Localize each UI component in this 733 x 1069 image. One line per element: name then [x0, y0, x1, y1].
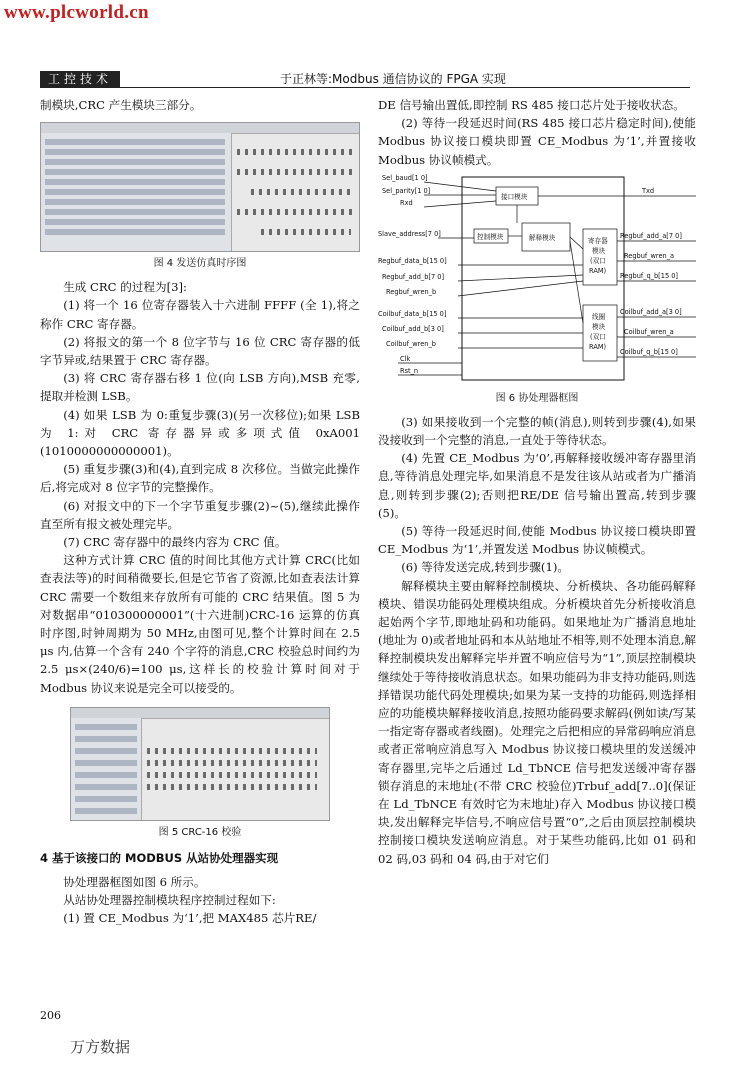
page-number: 206 [40, 1009, 61, 1022]
paragraph: 这种方式计算 CRC 值的时间比其他方式计算 CRC(比如查表法等)的时间稍微要长,但是它节省了资源,比如查表法计算 CRC 需要一个数组来存放所有可能的 CRC 结果值。图 5 为对数据串“010300000001”(十六进制)CRC-16 运算的仿真时序图,时钟周期为 50 MHz,由图可见,整个计算时间在 2.5 μs 内,估算一个含有 240 个字符的消息,CRC 校验总时间约为 2.5 μs×(240/6)=100 μs,这样长的校验计算时间对于 Modbus 协议来说是完全可以接受的。 [40, 553, 360, 695]
fig6-input-label: Coilbuf_data_b[15 0] [378, 309, 447, 318]
paragraph: DE 信号输出置低,即控制 RS 485 接口芯片处于接收状态。 [378, 98, 685, 112]
crc-step: (5) 重复步骤(3)和(4),直到完成 8 次移位。当做完此操作后,将完成对 8 位字节的完整操作。 [40, 462, 360, 495]
fig6-input-label: Regbuf_wren_b [386, 287, 437, 296]
figure-6-caption: 图 6 协处理器框图 [495, 392, 579, 404]
fig6-output-label: Coilbuf_wren_a [624, 327, 674, 336]
paragraph: 解释模块主要由解释控制模块、分析模块、各功能码解释模块、错误功能码处理模块组成。分析模块首先分析接收消息起始两个字节,即地址码和功能码。如果地址为广播消息地址(地址为 0)或者地址码和本从站地址不相等,则不处理本消息,解释控制模块发出解释完毕并置不响应信号为“1”,顶层控制模块继续处于等待接收消息状态。如果功能码为非支持功能码,则选择错误功能代码处理模块;如果为某一支持的功能码,则选择相应的功能模块解释接收消息,按照功能码要求解码(例如读/写某一指定寄存器或者线圈)。处理完之后把相应的异常码响应消息或者正常响应消息写入 Modbus 协议接口模块里的发送缓冲寄存器里,完毕之后通过 Ld_TbNCE 信号把发送缓冲寄存器锁存消息的末地址(不带 CRC 校验位)Trbuf_add[7..0](保证在 Ld_TbNCE 有效时它为末地址)存入 Modbus 协议接口模块,发出解释完毕信号,不响应信号置“0”,之后由顶层控制模块控制接口模块发送响应消息。对于某些功能码,比如 01 码和 02 码,03 码和 04 码,由于对它们 [378, 578, 696, 866]
fig6-block-coils: RAM) [589, 342, 607, 351]
paragraph: 生成 CRC 的过程为[3]: [63, 280, 187, 295]
page-header [40, 71, 690, 88]
fig6-block-parse: 解释模块 [529, 233, 556, 242]
fig6-output-label: Regbuf_wren_a [624, 251, 675, 260]
paragraph: (2) 等待一段延迟时间(RS 485 接口芯片稳定时间),使能 Modbus 协议接口模块即置 CE_Modbus 为‘1’,并置接收 Modbus 协议帧模式。 [378, 116, 696, 167]
fig6-block-coils: 线圈 [592, 312, 606, 321]
fig6-block-interface: 接口模块 [501, 192, 528, 201]
control-step: (5) 等待一段延迟时间,使能 Modbus 协议接口模块即置 CE_Modbus 为‘1’,并置发送 Modbus 协议帧模式。 [378, 524, 696, 557]
fig6-input-label: Coilbuf_wren_b [386, 339, 436, 348]
fig6-output-label: Regbuf_q_b[15 0] [620, 271, 679, 280]
fig6-input-label: Rst_n [400, 366, 419, 375]
figure-5-crc16 [70, 707, 330, 821]
watermark: www.plcworld.cn [4, 2, 149, 23]
fig6-output-label: Coilbuf_add_a[3 0] [620, 307, 682, 316]
fig6-input-label: Coilbuf_add_b[3 0] [382, 324, 444, 333]
figure-4-simulation [40, 122, 360, 252]
fig6-block-regs: (双口 [590, 256, 606, 265]
figure-4-caption: 图 4 发送仿真时序图 [153, 258, 247, 270]
figure-5-caption: 图 5 CRC-16 校验 [158, 826, 242, 838]
right-column [378, 96, 696, 868]
fig6-block-control: 控制模块 [477, 232, 504, 241]
fig6-block-regs: 模块 [592, 246, 606, 255]
crc-step: (2) 将报文的第一个 8 位字节与 16 位 CRC 寄存器的低字节异或,结果置于 CRC 寄存器。 [40, 334, 360, 368]
fig6-block-regs: 寄存器 [588, 236, 608, 245]
control-step: (3) 如果接收到一个完整的帧(消息),则转到步骤(4),如果没接收到一个完整的消息,一直处于等待状态。 [378, 414, 696, 448]
fig6-block-coils: (双口 [590, 332, 606, 341]
fig6-input-label: Sel_parity[1 0] [382, 186, 431, 195]
left-column [40, 96, 360, 928]
running-title: 于正林等:Modbus 通信协议的 FPGA 实现 [280, 72, 506, 86]
fig6-output-label: Txd [642, 186, 655, 195]
paragraph: 从站协处理器控制模块程序控制过程如下: [63, 893, 276, 908]
figure-6-block-diagram [378, 173, 696, 387]
crc-step: (3) 将 CRC 寄存器右移 1 位(向 LSB 方向),MSB 充零,提取并检测 LSB。 [40, 371, 360, 404]
fig6-output-label: Coilbuf_q_b[15 0] [620, 347, 678, 356]
crc-step: (7) CRC 寄存器中的最终内容为 CRC 值。 [63, 535, 287, 550]
section-tag: 工控技术 [40, 71, 120, 87]
control-step: (4) 先置 CE_Modbus 为‘0’,再解释接收缓冲寄存器里消息,等待消息处理完毕,如果消息不是发往该从站或者为广播消息,则转到步骤(2);否则把RE/DE 信号输出置高,转到步骤(5)。 [378, 451, 696, 520]
fig6-input-label: Sel_baud[1 0] [382, 173, 428, 182]
paragraph: (1) 置 CE_Modbus 为‘1’,把 MAX485 芯片RE/ [63, 911, 317, 926]
control-step: (6) 等待发送完成,转到步骤(1)。 [401, 560, 569, 575]
crc-step: (4) 如果 LSB 为 0:重复步骤(3)(另一次移位);如果 LSB 为 1:对 CRC 寄存器异或多项式值 0xA001 (1010000000000001)。 [40, 407, 360, 459]
fig6-block-regs: RAM) [589, 266, 607, 275]
footer-source: 万方数据 [70, 1038, 131, 1056]
crc-step: (1) 将一个 16 位寄存器装入十六进制 FFFF (全 1),将之称作 CRC 寄存器。 [40, 298, 360, 331]
paragraph: 协处理器框图如图 6 所示。 [63, 875, 206, 890]
fig6-input-label: Regbuf_data_b[15 0] [378, 256, 447, 265]
fig6-input-label: Rxd [400, 198, 413, 207]
crc-step: (6) 对报文中的下一个字节重复步骤(2)~(5),继续此操作直至所有报文被处理完毕。 [40, 498, 360, 531]
fig6-input-label: Regbuf_add_b[7 0] [382, 272, 445, 281]
fig6-block-coils: 模块 [592, 322, 606, 331]
paragraph: 制模块,CRC 产生模块三部分。 [40, 98, 202, 112]
section-heading: 4 基于该接口的 MODBUS 从站协处理器实现 [40, 850, 279, 865]
fig6-input-label: Clk [400, 354, 411, 363]
fig6-input-label: Slave_address[7 0] [378, 229, 441, 238]
fig6-output-label: Regbuf_add_a[7 0] [620, 231, 682, 240]
